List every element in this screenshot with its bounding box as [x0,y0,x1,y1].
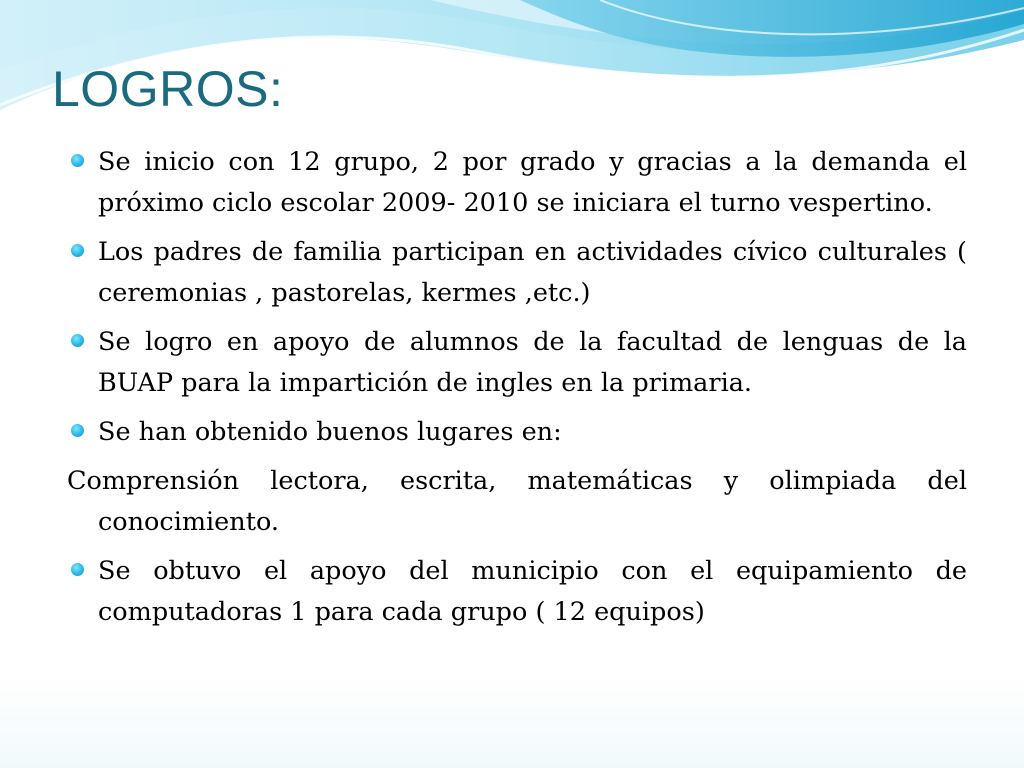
round-bullet-icon [71,563,84,576]
list-item-continuation [67,461,967,543]
list-item [67,142,967,224]
slide-title: LOGROS: [52,61,284,117]
list-item-text: Los padres de familia participan en actividades cívico culturales ( ceremonias , pastorelas, kermes ,etc.) [98,237,967,308]
round-bullet-icon [71,334,84,347]
list-item [67,322,967,404]
list-item-text: Se inicio con 12 grupo, 2 por grado y gracias a la demanda el próximo ciclo escolar 2009- 2010 se iniciara el turno vespertino. [98,147,967,218]
list-item-text: Se obtuvo el apoyo del municipio con el equipamiento de computadoras 1 para cada grupo ( 12 equipos) [98,556,967,627]
round-bullet-icon [71,424,84,437]
round-bullet-icon [71,154,84,167]
list-item-text: Comprensión lectora, escrita, matemáticas y olimpiada del conocimiento. [67,466,967,537]
list-item [67,412,967,453]
bullet-list [67,142,967,641]
list-item-text: Se han obtenido buenos lugares en: [98,417,562,447]
list-item [67,551,967,633]
round-bullet-icon [71,244,84,257]
list-item [67,232,967,314]
list-item-text: Se logro en apoyo de alumnos de la facultad de lenguas de la BUAP para la impartición de ingles en la primaria. [98,327,967,398]
